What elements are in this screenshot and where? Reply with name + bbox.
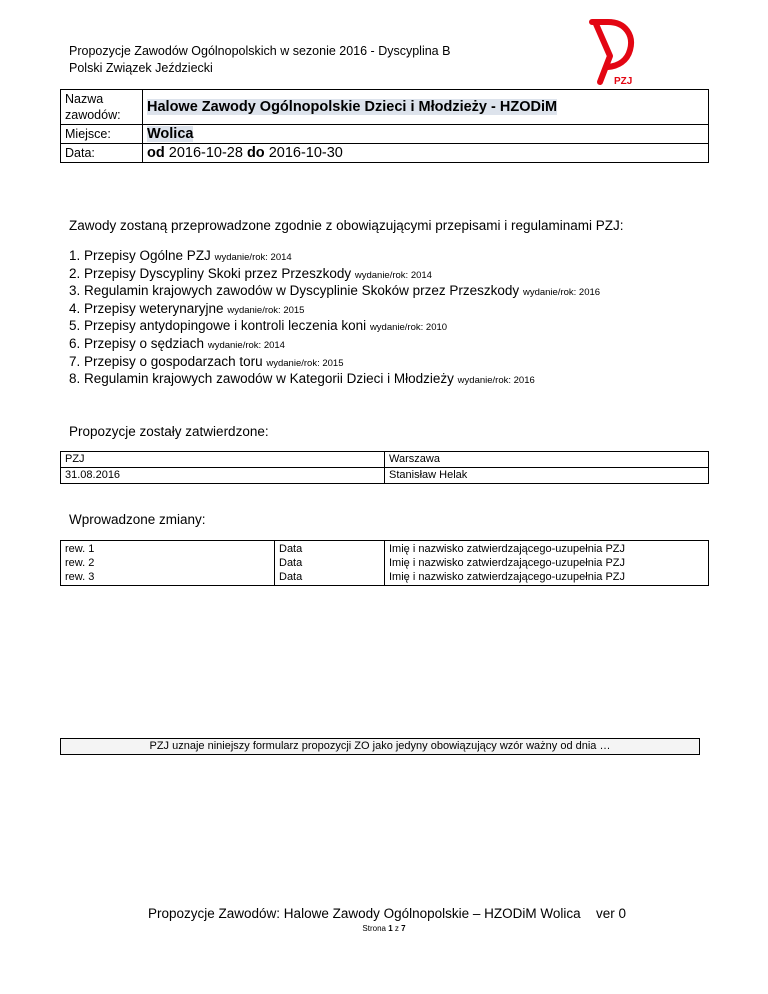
table-row [61,452,709,468]
competition-name: Halowe Zawody Ogólnopolskie Dzieci i Młodzieży - HZODiM [147,99,558,115]
rev-date: Data [279,543,303,555]
approval-org: PZJ [61,452,385,468]
regulations-intro: Zawody zostaną przeprowadzone zgodnie z obowiązującymi przepisami i regulaminami PZJ: [69,218,624,233]
place-value: Wolica [147,126,194,142]
approval-table [60,451,709,484]
date-from-keyword: od [147,145,165,161]
header-organization: Polski Związek Jeździecki [69,61,213,75]
date-value-cell [143,144,709,163]
name-label-line2: zawodów: [65,108,121,122]
table-row [61,468,709,484]
rev-date-cells [275,541,385,586]
list-item: 7. Przepisy o gospodarzach toru wydanie/rok: 2015 [69,353,344,369]
regulations-list [69,248,600,389]
approval-title: Propozycje zostały zatwierdzone: [69,424,269,439]
rev-approver: Imię i nazwisko zatwierdzającego-uzupełnia PZJ [389,557,625,569]
name-label-line1: Nazwa [65,92,104,106]
list-item: 4. Przepisy weterynaryjne wydanie/rok: 2015 [69,300,305,316]
rev-approver: Imię i nazwisko zatwierdzającego-uzupełnia PZJ [389,571,625,583]
place-label: Miejsce: [61,125,143,144]
page-number [0,924,768,933]
approval-city: Warszawa [385,452,709,468]
form-notice: PZJ uznaje niniejszy formularz propozycji ZO jako jedyny obowiązujący wzór ważny od dnia … [60,738,700,755]
approval-date: 31.08.2016 [61,468,385,484]
approval-person: Stanisław Helak [385,468,709,484]
pzj-logo-icon [580,16,640,86]
rev-label: rew. 1 [65,543,95,555]
page-separator: z [394,924,399,933]
footer-text: Propozycje Zawodów: Halowe Zawody Ogólnopolskie – HZODiM Wolica [148,906,581,921]
page-prefix: Strona [362,924,386,933]
header-title: Propozycje Zawodów Ogólnopolskich w sezonie 2016 - Dyscyplina B [69,44,451,58]
name-value-cell [143,90,709,125]
place-value-cell [143,125,709,144]
rev-label: rew. 2 [65,557,95,569]
date-to: 2016-10-30 [268,145,343,161]
changes-table [60,540,709,586]
rev-approver: Imię i nazwisko zatwierdzającego-uzupełnia PZJ [389,543,625,555]
table-row [61,541,709,586]
version-label: ver 0 [596,906,627,921]
rev-approver-cells [385,541,709,586]
list-item: 1. Przepisy Ogólne PZJ wydanie/rok: 2014 [69,248,292,263]
date-to-keyword: do [246,145,265,161]
rev-label-cells [61,541,275,586]
list-item: 6. Przepisy o sędziach wydanie/rok: 2014 [69,335,285,351]
changes-title: Wprowadzone zmiany: [69,512,206,527]
list-item: 3. Regulamin krajowych zawodów w Dyscyplinie Skoków przez Przeszkody wydanie/rok: 2016 [69,283,601,299]
rev-date: Data [279,571,303,583]
rev-label: rew. 3 [65,571,95,583]
page-current: 1 [388,924,393,933]
rev-date: Data [279,557,303,569]
list-item: 8. Regulamin krajowych zawodów w Kategorii Dzieci i Młodzieży wydanie/rok: 2016 [69,371,535,387]
date-label: Data: [61,144,143,163]
pzj-logo [580,16,640,86]
list-item: 2. Przepisy Dyscypliny Skoki przez Przeszkody wydanie/rok: 2014 [69,265,432,281]
logo-text: PZJ [614,76,633,86]
competition-info-table [60,89,709,163]
list-item: 5. Przepisy antydopingowe i kontroli leczenia koni wydanie/rok: 2010 [69,318,448,334]
name-label [61,90,143,125]
date-from: 2016-10-28 [168,145,243,161]
page-total: 7 [401,924,406,933]
